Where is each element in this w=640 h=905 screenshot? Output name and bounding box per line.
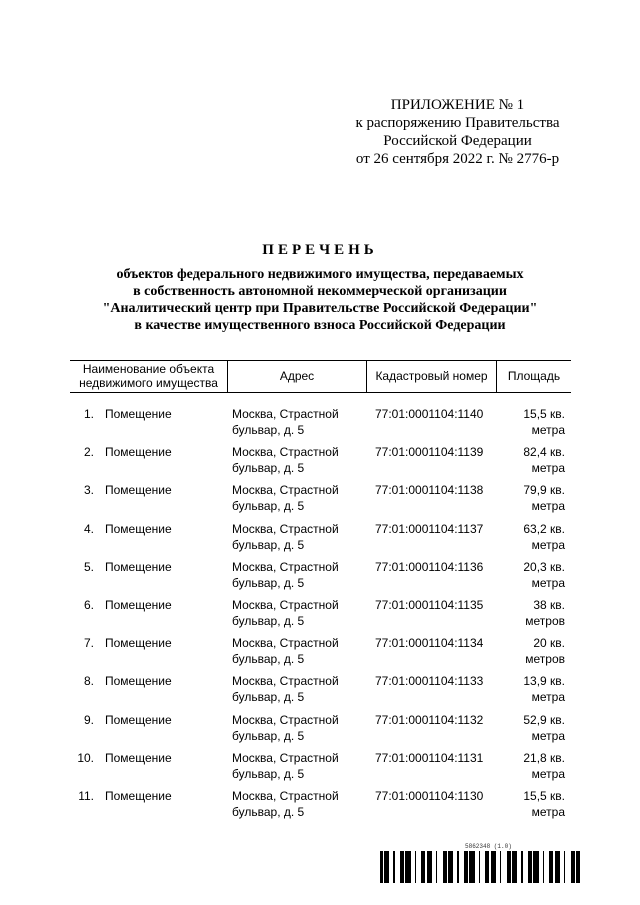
- object-address: Москва, Страстной бульвар, д. 5: [232, 712, 339, 743]
- row-number: 1.: [83, 407, 94, 421]
- barcode-bar: [536, 851, 537, 883]
- barcode-bar: [537, 851, 539, 883]
- object-name: Помещение: [105, 407, 172, 421]
- table-row: [0, 750, 640, 786]
- row-number: 3.: [83, 483, 94, 498]
- row-number: 2.: [83, 445, 94, 460]
- subtitle-line: "Аналитический центр при Правительстве Российской Федерации": [102, 301, 538, 316]
- object-area: 38 кв. метров: [525, 598, 565, 628]
- barcode-bar: [401, 851, 403, 883]
- barcode-bar: [576, 851, 577, 883]
- barcode-bar: [552, 851, 553, 883]
- barcode-bar: [515, 851, 516, 883]
- table-row: [0, 673, 640, 709]
- barcode-bar: [485, 851, 487, 883]
- barcode-bar: [528, 851, 529, 883]
- row-number: 4.: [83, 521, 94, 536]
- barcode-bar: [533, 851, 535, 883]
- row-number: 5.: [83, 559, 94, 574]
- barcode-bar: [521, 851, 523, 883]
- barcode-bar: [543, 851, 544, 883]
- barcode-bar: [577, 851, 579, 883]
- barcode-bar: [573, 851, 575, 883]
- object-name: Помещение: [105, 750, 172, 765]
- barcode-bar: [443, 851, 444, 883]
- cadastral-number: 77:01:0001104:1137: [375, 521, 484, 536]
- row-number: 9.: [83, 712, 94, 727]
- barcode-bar: [564, 851, 565, 883]
- barcode-bar: [407, 851, 408, 883]
- object-name: Помещение: [105, 559, 172, 574]
- page-title: ПЕРЕЧЕНЬ: [262, 242, 378, 258]
- barcode-bar: [500, 851, 501, 883]
- object-address: Москва, Страстной бульвар, д. 5: [232, 789, 339, 819]
- row-number: 11.: [78, 789, 94, 803]
- barcode-bar: [556, 851, 557, 883]
- table-row: [0, 482, 640, 518]
- barcode-bar: [531, 851, 532, 883]
- row-number: 8.: [83, 674, 94, 689]
- table-row: [0, 406, 640, 442]
- barcode: [380, 851, 580, 883]
- table-row: [0, 521, 640, 557]
- annex-decree-line: к распоряжению Правительства: [355, 115, 560, 131]
- barcode-bar: [451, 851, 452, 883]
- table-row: [0, 635, 640, 671]
- cadastral-number: 77:01:0001104:1140: [375, 407, 484, 421]
- barcode-bar: [492, 851, 493, 883]
- barcode-bar: [493, 851, 495, 883]
- table-row: [0, 597, 640, 633]
- object-name: Помещение: [105, 521, 172, 536]
- barcode-bar: [452, 851, 453, 883]
- barcode-bar: [509, 851, 511, 883]
- annex-government-line: Российской Федерации: [383, 133, 532, 149]
- row-number: 10.: [77, 750, 94, 765]
- barcode-bar: [467, 851, 468, 883]
- object-address: Москва, Страстной бульвар, д. 5: [232, 674, 339, 705]
- barcode-bar: [513, 851, 515, 883]
- table-row: [0, 444, 640, 480]
- barcode-bar: [444, 851, 445, 883]
- barcode-bar: [535, 851, 536, 883]
- row-number: 6.: [83, 598, 94, 612]
- barcode-bar: [415, 851, 416, 883]
- barcode-bar: [408, 851, 409, 883]
- barcode-bar: [572, 851, 573, 883]
- barcode-bar: [388, 851, 389, 883]
- barcode-bar: [405, 851, 407, 883]
- object-name: Помещение: [105, 636, 172, 651]
- cadastral-number: 77:01:0001104:1131: [375, 750, 484, 765]
- cadastral-number: 77:01:0001104:1130: [375, 789, 484, 803]
- cadastral-number: 77:01:0001104:1132: [375, 712, 484, 727]
- object-address: Москва, Страстной бульвар, д. 5: [232, 407, 339, 437]
- barcode-bar: [400, 851, 401, 883]
- barcode-bar: [516, 851, 517, 883]
- object-address: Москва, Страстной бульвар, д. 5: [232, 636, 339, 667]
- object-address: Москва, Страстной бульвар, д. 5: [232, 598, 339, 628]
- cadastral-number: 77:01:0001104:1138: [375, 483, 484, 498]
- object-area: 13,9 кв. метра: [523, 674, 565, 705]
- barcode-bar: [384, 851, 385, 883]
- object-area: 82,4 кв. метра: [523, 445, 565, 476]
- table-row: [0, 712, 640, 748]
- barcode-bar: [487, 851, 488, 883]
- barcode-bar: [488, 851, 489, 883]
- barcode-bar: [512, 851, 513, 883]
- object-address: Москва, Страстной бульвар, д. 5: [232, 445, 339, 476]
- object-area: 63,2 кв. метра: [523, 521, 565, 552]
- cadastral-number: 77:01:0001104:1139: [375, 445, 484, 460]
- object-name: Помещение: [105, 445, 172, 460]
- barcode-bar: [423, 851, 424, 883]
- barcode-bar: [403, 851, 404, 883]
- header-cadastral-number: Кадастровый номер: [375, 369, 488, 383]
- barcode-bar: [464, 851, 465, 883]
- object-name: Помещение: [105, 483, 172, 498]
- barcode-bar: [385, 851, 387, 883]
- barcode-bar: [491, 851, 492, 883]
- cadastral-number: 77:01:0001104:1134: [375, 636, 484, 651]
- barcode-bar: [421, 851, 423, 883]
- barcode-bar: [409, 851, 411, 883]
- barcode-bar: [469, 851, 471, 883]
- object-address: Москва, Страстной бульвар, д. 5: [232, 483, 339, 514]
- barcode-bar: [555, 851, 556, 883]
- subtitle-line: в собственность автономной некоммерческой организации: [133, 284, 507, 299]
- object-name: Помещение: [105, 712, 172, 727]
- barcode-bar: [571, 851, 572, 883]
- cadastral-number: 77:01:0001104:1133: [375, 674, 484, 689]
- object-area: 52,9 кв. метра: [523, 712, 565, 743]
- page-subtitle: [60, 266, 580, 334]
- object-area: 15,5 кв. метра: [523, 789, 565, 819]
- annex-header: [340, 96, 575, 168]
- header-area: Площадь: [507, 369, 561, 383]
- row-number: 7.: [83, 636, 94, 651]
- table-row: [0, 788, 640, 824]
- header-address: Адрес: [279, 369, 315, 383]
- object-address: Москва, Страстной бульвар, д. 5: [232, 559, 339, 590]
- object-address: Москва, Страстной бульвар, д. 5: [232, 521, 339, 552]
- barcode-bar: [448, 851, 449, 883]
- object-name: Помещение: [105, 789, 172, 803]
- barcode-bar: [427, 851, 428, 883]
- barcode-bar: [529, 851, 531, 883]
- barcode-bar: [428, 851, 429, 883]
- annex-number: ПРИЛОЖЕНИЕ № 1: [390, 97, 525, 113]
- barcode-bar: [380, 851, 381, 883]
- object-area: 15,5 кв. метра: [523, 407, 565, 437]
- barcode-bar: [445, 851, 447, 883]
- barcode-bar: [549, 851, 551, 883]
- barcode-bar: [436, 851, 437, 883]
- barcode-bar: [471, 851, 472, 883]
- subtitle-line: объектов федерального недвижимого имущества, передаваемых: [116, 267, 524, 282]
- barcode-bar: [387, 851, 388, 883]
- object-address: Москва, Страстной бульвар, д. 5: [232, 750, 339, 781]
- barcode-bar: [429, 851, 431, 883]
- object-area: 21,8 кв. метра: [523, 750, 565, 781]
- object-name: Помещение: [105, 674, 172, 689]
- object-area: 20,3 кв. метра: [523, 559, 565, 590]
- barcode-bar: [424, 851, 425, 883]
- barcode-bar: [473, 851, 475, 883]
- barcode-bar: [381, 851, 383, 883]
- barcode-bar: [507, 851, 508, 883]
- barcode-bar: [393, 851, 395, 883]
- cadastral-number: 77:01:0001104:1135: [375, 598, 484, 612]
- barcode-bar: [457, 851, 459, 883]
- barcode-bar: [579, 851, 580, 883]
- barcode-bar: [495, 851, 496, 883]
- barcode-label: 5862348 (1.0): [465, 843, 512, 850]
- object-name: Помещение: [105, 598, 172, 612]
- header-object-name: Наименование объекта недвижимого имущества: [79, 362, 218, 390]
- subtitle-line: в качестве имущественного взноса Российской Федерации: [134, 318, 506, 333]
- cadastral-number: 77:01:0001104:1136: [375, 559, 484, 574]
- object-area: 20 кв. метров: [525, 636, 565, 667]
- barcode-bar: [559, 851, 560, 883]
- barcode-bar: [431, 851, 432, 883]
- table-row: [0, 559, 640, 595]
- barcode-bar: [508, 851, 509, 883]
- barcode-bar: [472, 851, 473, 883]
- barcode-bar: [465, 851, 467, 883]
- barcode-bar: [551, 851, 552, 883]
- annex-date-number: от 26 сентября 2022 г. № 2776-р: [355, 151, 560, 167]
- barcode-bar: [479, 851, 480, 883]
- barcode-bar: [449, 851, 451, 883]
- barcode-bar: [557, 851, 559, 883]
- object-area: 79,9 кв. метра: [523, 483, 565, 514]
